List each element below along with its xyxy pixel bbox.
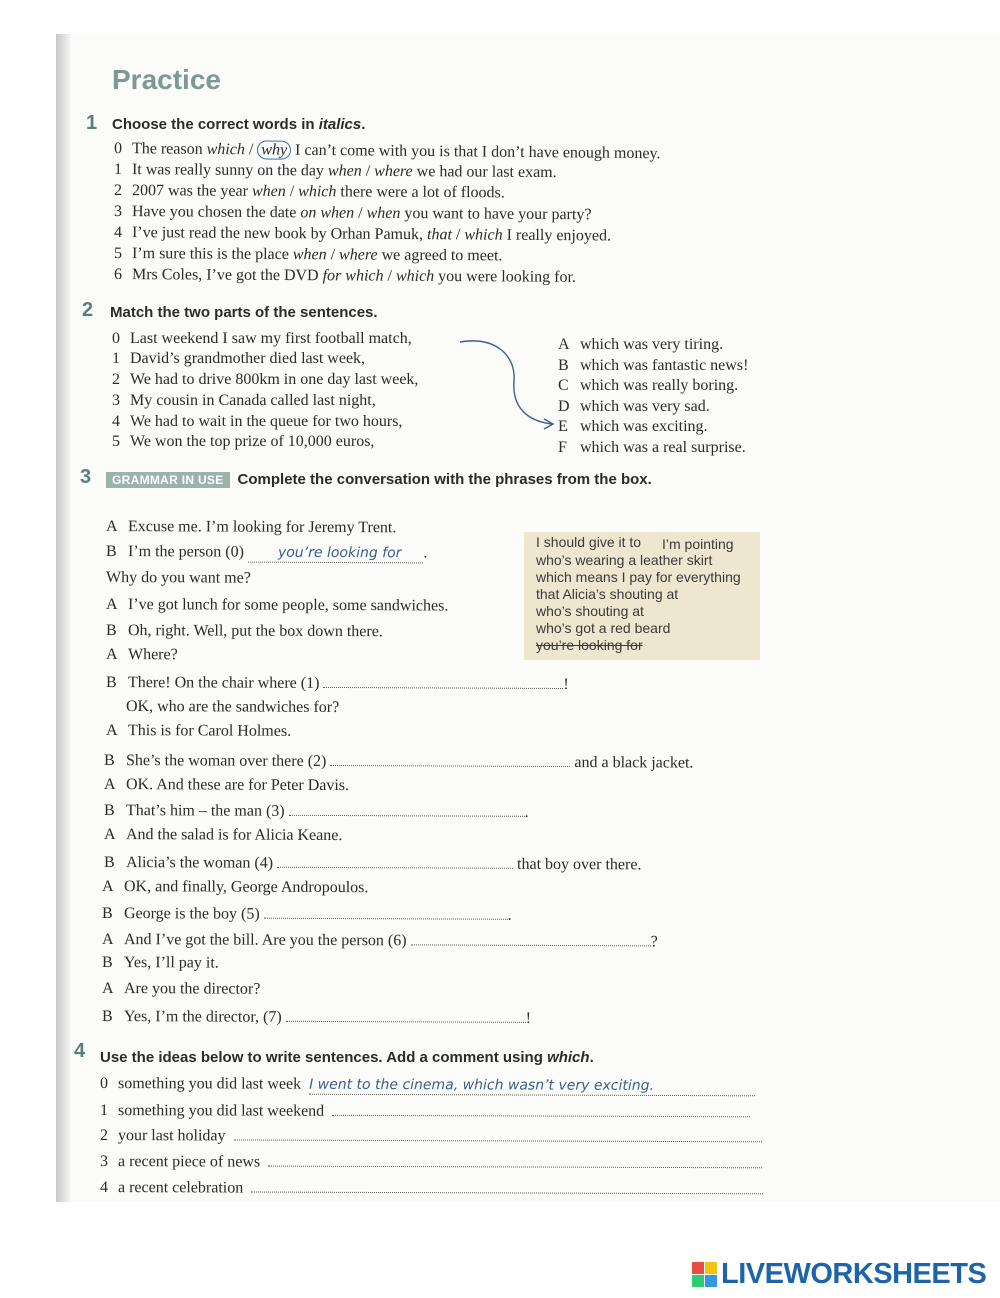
conversation-line — [106, 596, 448, 615]
exercise-2-right-item[interactable] — [558, 336, 723, 354]
conversation-line — [104, 826, 342, 845]
item-prompt: your last holiday — [117, 1127, 226, 1145]
line-text-end: . — [423, 544, 428, 562]
option-b[interactable]: where — [374, 162, 413, 181]
speaker-label: A — [105, 596, 118, 614]
exercise-1-item — [114, 203, 592, 224]
item-letter: A — [558, 336, 570, 353]
phrase-used: you’re looking for — [536, 637, 643, 653]
item-number: 4 — [112, 413, 120, 430]
line-text: Yes, I’ll pay it. — [123, 954, 219, 972]
item-prompt: a recent piece of news — [117, 1153, 261, 1171]
item-text: which was very sad. — [580, 398, 710, 415]
item-text: I’m sure this is the place — [131, 245, 293, 264]
line-text: And the salad is for Alicia Keane. — [125, 826, 343, 845]
phrase: that Alicia’s shouting at — [536, 586, 679, 602]
item-text: which was exciting. — [580, 418, 708, 435]
item-number: 0 — [112, 330, 120, 347]
item-text: Mrs Coles, I’ve got the DVD — [131, 266, 323, 285]
answer-blank[interactable] — [411, 930, 651, 946]
option-a[interactable]: that — [426, 226, 452, 244]
option-separator: / — [383, 267, 397, 285]
line-text: There! On the chair where (1) — [127, 674, 324, 692]
line-text-end: . — [507, 906, 512, 924]
item-text: 2007 was the year — [131, 182, 253, 200]
item-text-end: we had our last exam. — [412, 163, 557, 182]
line-text: I’m the person (0) — [127, 543, 249, 561]
option-a[interactable]: when — [327, 162, 362, 180]
item-text: The reason — [131, 140, 207, 158]
exercise-1-item — [114, 245, 503, 265]
instruction-emphasis: italics — [318, 116, 362, 133]
exercise-2-right-item[interactable] — [558, 377, 738, 395]
conversation-line — [102, 878, 368, 897]
exercise-4-item — [100, 1075, 755, 1096]
liveworksheets-logo — [692, 1258, 986, 1290]
item-number: 2 — [112, 371, 120, 388]
exercise-2-right-item[interactable] — [558, 418, 708, 436]
item-text-end: I can’t come with you is that I don’t have enough money. — [291, 141, 661, 163]
item-text: David’s grandmother died last week, — [130, 350, 366, 367]
exercise-2-left-item — [112, 433, 374, 451]
conversation-line — [106, 569, 251, 588]
line-text: And I’ve got the bill. Are you the person (6) — [123, 931, 411, 950]
option-b-circled[interactable]: why — [257, 140, 291, 159]
answer-blank[interactable] — [286, 1007, 526, 1023]
item-number: 0 — [99, 1075, 109, 1093]
exercise-2-right-item[interactable] — [558, 398, 710, 416]
speaker-label: B — [101, 1008, 113, 1026]
option-b[interactable]: which — [464, 226, 503, 244]
page-spine-shadow — [56, 34, 70, 1202]
exercise-4-item — [100, 1100, 750, 1122]
option-a[interactable]: on when — [300, 204, 355, 222]
conversation-line — [106, 722, 291, 741]
option-separator: / — [354, 204, 367, 222]
exercise-1-item — [114, 266, 576, 287]
item-text: Have you chosen the date — [131, 203, 301, 222]
item-number: 4 — [113, 224, 123, 242]
conversation-line — [104, 776, 349, 795]
speaker-label: A — [103, 776, 116, 794]
answer-blank[interactable] — [289, 801, 525, 817]
phrase-box — [524, 532, 760, 660]
speaker-label: B — [105, 622, 117, 640]
option-b[interactable]: when — [366, 204, 401, 222]
option-b[interactable]: which — [395, 267, 435, 285]
conversation-line — [104, 800, 529, 822]
line-text: OK. And these are for Peter Davis. — [125, 776, 350, 795]
item-number: 0 — [113, 140, 123, 158]
item-text: which was fantastic news! — [580, 357, 749, 374]
option-a[interactable]: when — [292, 246, 327, 264]
exercise-1-item — [114, 182, 505, 202]
item-letter: D — [558, 398, 570, 415]
option-separator: / — [451, 226, 465, 244]
exercise-2-right-item[interactable] — [558, 357, 748, 375]
answer-blank[interactable] — [330, 751, 570, 767]
instruction-end: . — [589, 1049, 594, 1066]
line-text: Oh, right. Well, put the box down there. — [127, 622, 383, 641]
speaker-label: B — [103, 752, 115, 770]
item-prompt: something you did last weekend — [117, 1102, 325, 1120]
exercise-4-item — [100, 1177, 763, 1199]
item-number: 1 — [112, 350, 120, 367]
item-text: We had to drive 800km in one day last week, — [130, 371, 419, 388]
instruction-end: . — [361, 116, 366, 133]
speaker-label: B — [103, 854, 115, 872]
speaker-label: B — [101, 954, 113, 972]
phrase: I’m pointing — [662, 536, 734, 552]
exercise-2-left-item — [112, 330, 412, 348]
line-text: This is for Carol Holmes. — [127, 722, 292, 740]
answer-line[interactable] — [332, 1101, 750, 1117]
example-answer: I went to the cinema, which wasn’t very exciting. — [309, 1076, 654, 1094]
phrase: I should give it to — [536, 534, 642, 550]
item-number: 1 — [113, 161, 123, 179]
item-text: It was really sunny on the day — [131, 161, 329, 180]
speaker-label: A — [103, 826, 116, 844]
answer-line-example — [309, 1076, 755, 1097]
item-text: We had to wait in the queue for two hours, — [130, 413, 403, 430]
item-text: We won the top prize of 10,000 euros, — [130, 433, 375, 450]
answer-line[interactable] — [234, 1125, 762, 1142]
speaker-label: B — [105, 543, 117, 561]
phrase: who’s got a red beard — [536, 620, 671, 636]
conversation-line — [106, 622, 383, 641]
item-text: My cousin in Canada called last night, — [130, 392, 376, 409]
answer-blank-example — [248, 544, 424, 564]
instruction-emphasis: which — [547, 1049, 590, 1066]
phrase: who’s shouting at — [536, 603, 644, 619]
exercise-2-left-item — [112, 350, 365, 368]
exercise-4-number: 4 — [74, 1040, 86, 1062]
conversation-line — [106, 518, 396, 537]
item-prompt: a recent celebration — [117, 1179, 244, 1197]
line-text: Excuse me. I’m looking for Jeremy Trent. — [127, 518, 397, 537]
speaker-label: A — [105, 722, 118, 740]
speaker-label: A — [105, 646, 118, 664]
answer-blank[interactable] — [277, 853, 513, 869]
speaker-label: A — [101, 931, 114, 949]
instruction-text: Choose the correct words in — [112, 116, 319, 133]
phrase: who’s wearing a leather skirt — [536, 552, 713, 568]
option-b[interactable]: where — [339, 246, 378, 264]
item-text-end: there were a lot of floods. — [336, 183, 505, 202]
line-text: OK, and finally, George Andropoulos. — [123, 878, 369, 897]
conversation-line — [106, 646, 178, 664]
item-text-end: you want to have your party? — [400, 204, 592, 224]
option-b[interactable]: which — [298, 183, 337, 201]
option-a[interactable]: which — [206, 140, 245, 159]
item-number: 2 — [99, 1127, 109, 1145]
exercise-3-instruction — [106, 471, 652, 488]
exercise-2-left-item — [112, 371, 418, 389]
item-letter: E — [558, 418, 568, 435]
exercise-1-instruction — [112, 116, 365, 133]
item-prompt: something you did last week — [117, 1075, 302, 1093]
line-text: Are you the director? — [123, 980, 261, 998]
speaker-label: B — [101, 905, 113, 923]
option-a[interactable]: for which — [322, 267, 384, 285]
speaker-label: A — [101, 878, 114, 896]
answer-blank[interactable] — [264, 904, 508, 920]
item-number: 3 — [99, 1153, 109, 1171]
speaker-label: B — [105, 674, 117, 692]
example-answer: you’re looking for — [277, 544, 402, 562]
option-separator: / — [244, 141, 258, 159]
item-text: I’ve just read the new book by Orhan Pamuk, — [131, 224, 428, 244]
speaker-label: A — [101, 980, 114, 998]
item-letter: B — [558, 357, 569, 374]
item-text-end: we agreed to meet. — [377, 246, 503, 265]
option-separator: / — [326, 246, 340, 264]
exercise-2-instruction: Match the two parts of the sentences. — [110, 304, 378, 321]
item-text-end: I really enjoyed. — [502, 226, 612, 245]
item-letter: C — [558, 377, 569, 394]
item-text: Last weekend I saw my first football match, — [130, 330, 412, 347]
answer-blank[interactable] — [323, 673, 563, 689]
item-number: 5 — [113, 245, 123, 263]
option-a[interactable]: when — [251, 182, 286, 201]
logo-mark-icon — [692, 1262, 717, 1287]
line-text: Why do you want me? — [105, 569, 251, 587]
line-text: Alicia’s the woman (4) — [125, 854, 278, 872]
line-text: That’s him – the man (3) — [125, 802, 289, 820]
item-number: 4 — [99, 1179, 109, 1197]
phrase: which means I pay for everything — [536, 569, 741, 585]
exercise-1-item — [114, 161, 557, 182]
logo-text: LIVEWORKSHEETS — [721, 1257, 987, 1290]
line-text-end: that boy over there. — [513, 855, 642, 874]
conversation-line — [104, 750, 694, 773]
line-text-end: ? — [650, 933, 658, 951]
line-text: I’ve got lunch for some people, some sandwiches. — [127, 596, 449, 615]
item-letter: F — [558, 439, 567, 456]
item-number: 2 — [113, 182, 123, 200]
conversation-line — [106, 672, 569, 694]
conversation-line — [126, 698, 339, 717]
answer-line[interactable] — [268, 1152, 762, 1169]
line-text: Where? — [127, 646, 178, 664]
conversation-line — [102, 980, 260, 999]
exercise-2-right-item[interactable] — [558, 439, 746, 457]
option-separator: / — [361, 162, 375, 180]
conversation-line — [102, 929, 658, 951]
exercise-2-left-item — [112, 392, 376, 410]
conversation-line — [102, 1006, 531, 1028]
item-text: which was very tiring. — [580, 336, 724, 353]
item-text-end: you were looking for. — [434, 267, 576, 286]
line-text-end: and a black jacket. — [570, 754, 694, 772]
exercise-1-number: 1 — [86, 112, 98, 134]
conversation-line — [106, 543, 428, 563]
instruction-text: Use the ideas below to write sentences. Add a comment using — [100, 1049, 548, 1066]
item-number: 3 — [112, 392, 120, 409]
grammar-in-use-badge: GRAMMAR IN USE — [106, 472, 230, 488]
conversation-line — [102, 903, 512, 925]
line-text: She’s the woman over there (2) — [125, 752, 331, 770]
item-number: 6 — [113, 266, 123, 284]
exercise-3-number: 3 — [80, 466, 92, 488]
conversation-line — [102, 954, 219, 973]
exercise-2-left-item — [112, 413, 402, 431]
instruction-text: Complete the conversation with the phrases from the box. — [237, 471, 652, 488]
item-number: 3 — [113, 203, 123, 221]
line-text-end: ! — [525, 1009, 532, 1027]
line-text-end: . — [524, 803, 529, 821]
conversation-line — [104, 852, 642, 874]
option-separator: / — [285, 183, 299, 201]
example-match-arrow — [456, 336, 560, 432]
item-number: 1 — [99, 1102, 109, 1120]
item-number: 5 — [112, 433, 120, 450]
exercise-1-item — [114, 224, 611, 245]
line-text: George is the boy (5) — [123, 905, 264, 923]
page-title: Practice — [112, 64, 221, 95]
line-text: OK, who are the sandwiches for? — [125, 698, 340, 716]
speaker-label: A — [105, 518, 118, 536]
line-text-end: ! — [563, 675, 569, 694]
answer-line[interactable] — [251, 1178, 763, 1195]
exercise-4-instruction — [100, 1049, 594, 1066]
speaker-label: B — [103, 802, 115, 820]
exercise-4-item — [100, 1151, 762, 1173]
exercise-4-item — [100, 1125, 762, 1147]
line-text: Yes, I’m the director, (7) — [123, 1008, 286, 1026]
exercise-2-number: 2 — [82, 299, 94, 321]
item-text: which was really boring. — [580, 377, 739, 394]
item-text: which was a real surprise. — [580, 439, 746, 456]
